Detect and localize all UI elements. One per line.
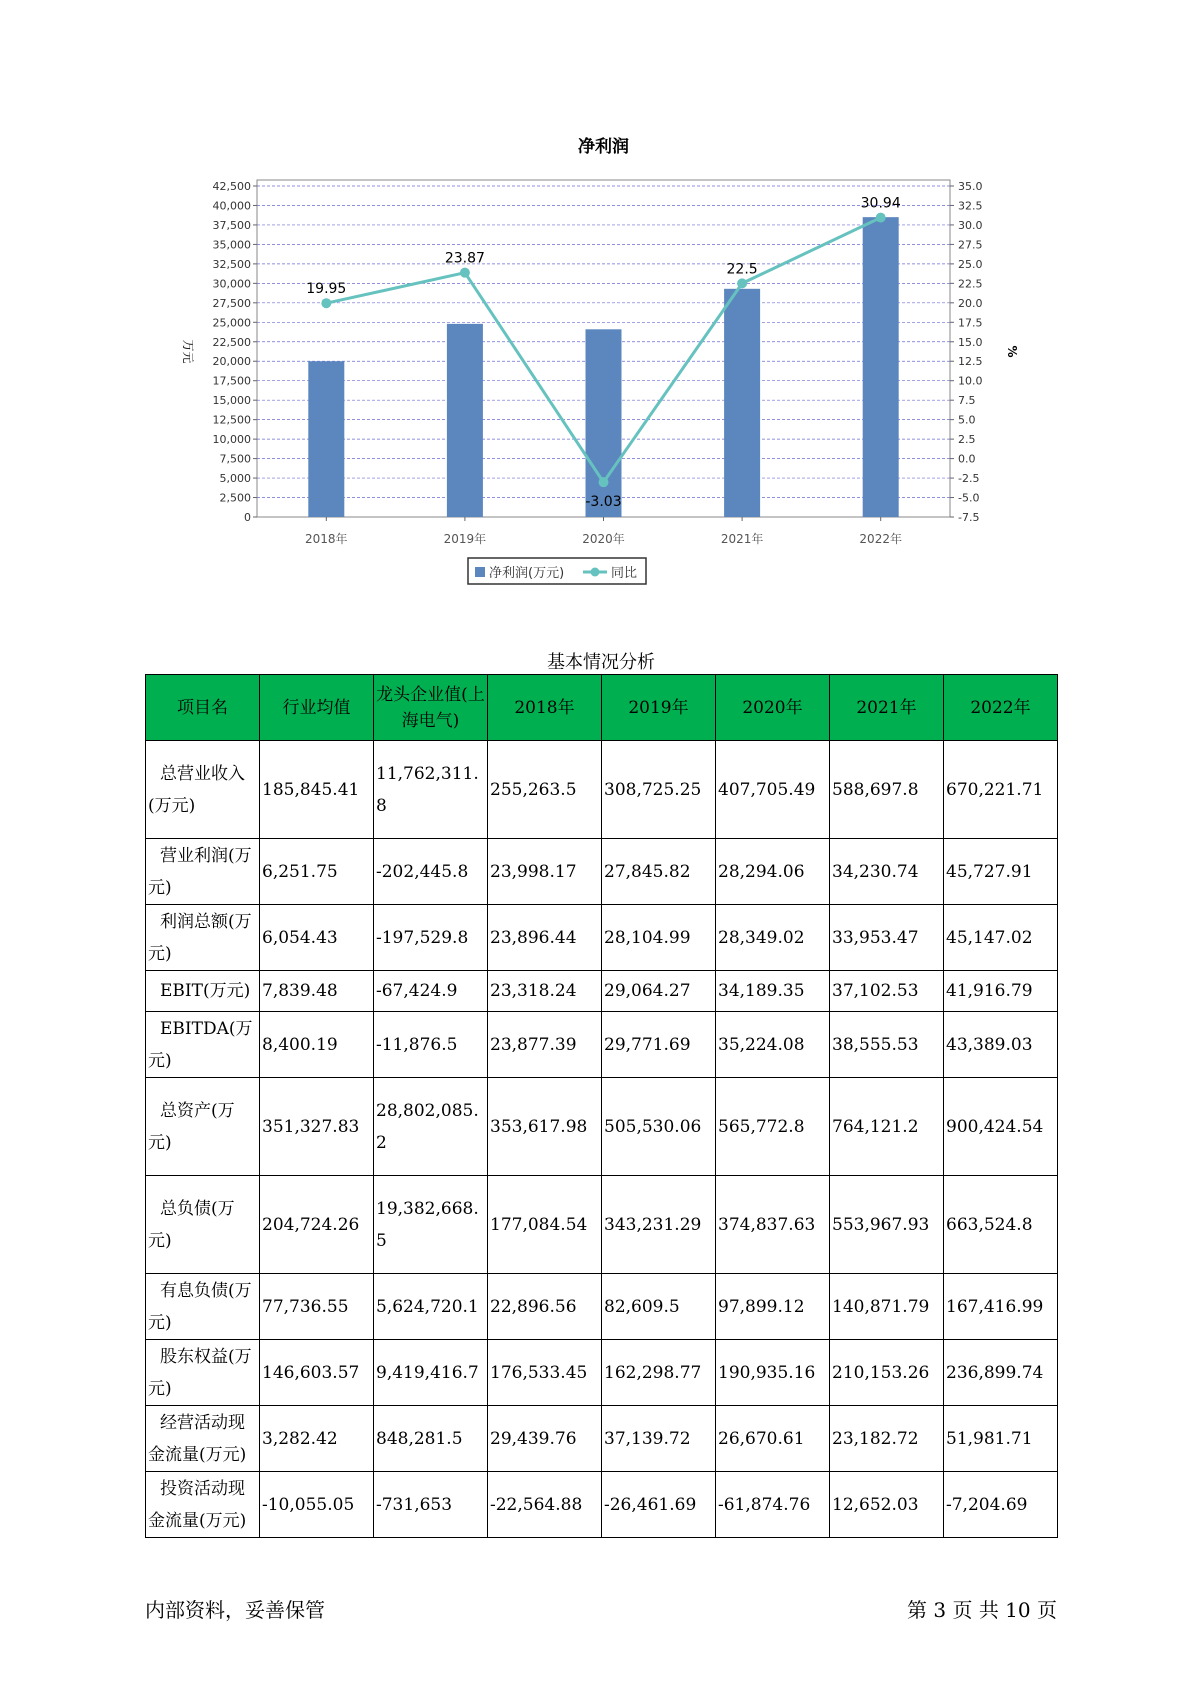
value-cell: 77,736.55 — [260, 1274, 374, 1340]
right-tick-label: 22.5 — [958, 277, 983, 291]
yoy-data-label: 23.87 — [444, 250, 485, 267]
value-cell: 343,231.29 — [602, 1176, 716, 1274]
value-cell: 204,724.26 — [260, 1176, 374, 1274]
value-cell: 23,896.44 — [488, 905, 602, 971]
left-tick-label: 10,000 — [212, 433, 251, 447]
value-cell: 45,727.91 — [944, 839, 1058, 905]
value-cell: 27,845.82 — [602, 839, 716, 905]
value-cell: -22,564.88 — [488, 1472, 602, 1538]
table-row — [146, 1176, 1058, 1274]
header-cell: 2018年 — [488, 675, 602, 741]
bar-2019年 — [447, 324, 483, 517]
value-cell: 663,524.8 — [944, 1176, 1058, 1274]
value-cell: 23,182.72 — [830, 1406, 944, 1472]
left-tick-label: 37,500 — [212, 218, 251, 232]
value-cell: 588,697.8 — [830, 741, 944, 839]
left-tick-label: 30,000 — [212, 277, 251, 291]
value-cell: 51,981.71 — [944, 1406, 1058, 1472]
left-tick-label: 27,500 — [212, 296, 251, 310]
right-tick-label: 32.5 — [958, 199, 983, 213]
value-cell: 900,424.54 — [944, 1078, 1058, 1176]
value-cell: 185,845.41 — [260, 741, 374, 839]
right-tick-label: 20.0 — [958, 296, 983, 310]
right-axis-label: % — [1005, 345, 1019, 358]
table-row — [146, 839, 1058, 905]
x-tick-label: 2022年 — [859, 532, 902, 546]
value-cell: -61,874.76 — [716, 1472, 830, 1538]
legend-bar-label: 净利润(万元) — [489, 566, 565, 581]
value-cell: 176,533.45 — [488, 1340, 602, 1406]
right-tick-label: 2.5 — [958, 433, 976, 447]
value-cell: 162,298.77 — [602, 1340, 716, 1406]
yoy-point — [876, 213, 886, 223]
value-cell: 38,555.53 — [830, 1012, 944, 1078]
value-cell: 8,400.19 — [260, 1012, 374, 1078]
value-cell: 97,899.12 — [716, 1274, 830, 1340]
row-label-cell: 总营业收入(万元) — [146, 741, 260, 839]
value-cell: -7,204.69 — [944, 1472, 1058, 1538]
left-tick-label: 22,500 — [212, 335, 251, 349]
value-cell: 35,224.08 — [716, 1012, 830, 1078]
right-tick-label: 0.0 — [958, 452, 976, 466]
value-cell: 9,419,416.7 — [374, 1340, 488, 1406]
x-tick-label: 2020年 — [582, 532, 625, 546]
value-cell: 28,294.06 — [716, 839, 830, 905]
bar-2018年 — [308, 361, 344, 517]
footer-confidential-note: 内部资料，妥善保管 — [145, 1598, 325, 1622]
value-cell: 6,054.43 — [260, 905, 374, 971]
row-label-cell: 营业利润(万元) — [146, 839, 260, 905]
left-tick-label: 2,500 — [219, 491, 251, 505]
header-cell: 2019年 — [602, 675, 716, 741]
right-tick-label: -5.0 — [958, 491, 980, 505]
value-cell: 29,064.27 — [602, 971, 716, 1012]
value-cell: 407,705.49 — [716, 741, 830, 839]
bar-2021年 — [724, 289, 760, 517]
yoy-point — [321, 298, 331, 308]
value-cell: 190,935.16 — [716, 1340, 830, 1406]
left-tick-label: 25,000 — [212, 316, 251, 330]
row-label-cell: 股东权益(万元) — [146, 1340, 260, 1406]
table-row — [146, 1340, 1058, 1406]
row-label-cell: 经营活动现金流量(万元) — [146, 1406, 260, 1472]
header-cell: 2020年 — [716, 675, 830, 741]
value-cell: 41,916.79 — [944, 971, 1058, 1012]
value-cell: 670,221.71 — [944, 741, 1058, 839]
header-cell: 项目名 — [146, 675, 260, 741]
right-tick-label: 7.5 — [958, 394, 976, 408]
value-cell: 255,263.5 — [488, 741, 602, 839]
value-cell: 22,896.56 — [488, 1274, 602, 1340]
table-row — [146, 1012, 1058, 1078]
table-row — [146, 1274, 1058, 1340]
left-tick-label: 5,000 — [219, 472, 251, 486]
yoy-data-label: -3.03 — [585, 494, 622, 511]
value-cell: 28,349.02 — [716, 905, 830, 971]
value-cell: 45,147.02 — [944, 905, 1058, 971]
value-cell: 167,416.99 — [944, 1274, 1058, 1340]
header-cell: 行业均值 — [260, 675, 374, 741]
left-tick-label: 15,000 — [212, 394, 251, 408]
value-cell: 7,839.48 — [260, 971, 374, 1012]
value-cell: -26,461.69 — [602, 1472, 716, 1538]
value-cell: 565,772.8 — [716, 1078, 830, 1176]
table-row — [146, 971, 1058, 1012]
yoy-data-label: 30.94 — [860, 195, 901, 212]
legend-line-label: 同比 — [611, 566, 638, 581]
table-row — [146, 1472, 1058, 1538]
right-tick-label: -2.5 — [958, 472, 980, 486]
value-cell: -197,529.8 — [374, 905, 488, 971]
value-cell: 23,877.39 — [488, 1012, 602, 1078]
value-cell: 19,382,668.5 — [374, 1176, 488, 1274]
value-cell: 3,282.42 — [260, 1406, 374, 1472]
header-cell: 2021年 — [830, 675, 944, 741]
right-tick-label: 17.5 — [958, 316, 983, 330]
value-cell: 146,603.57 — [260, 1340, 374, 1406]
yoy-point — [737, 278, 747, 288]
table-row — [146, 905, 1058, 971]
yoy-point — [460, 268, 470, 278]
value-cell: 210,153.26 — [830, 1340, 944, 1406]
right-tick-label: -7.5 — [958, 511, 980, 524]
left-tick-label: 12,500 — [212, 413, 251, 427]
row-label-cell: 投资活动现金流量(万元) — [146, 1472, 260, 1538]
value-cell: 26,670.61 — [716, 1406, 830, 1472]
table-row — [146, 1406, 1058, 1472]
value-cell: 140,871.79 — [830, 1274, 944, 1340]
basic-analysis-table — [145, 674, 1058, 1538]
right-tick-label: 15.0 — [958, 335, 983, 349]
value-cell: 5,624,720.1 — [374, 1274, 488, 1340]
yoy-data-label: 19.95 — [306, 281, 347, 298]
table-caption: 基本情况分析 — [547, 652, 655, 673]
value-cell: 33,953.47 — [830, 905, 944, 971]
value-cell: 23,318.24 — [488, 971, 602, 1012]
value-cell: 353,617.98 — [488, 1078, 602, 1176]
value-cell: -202,445.8 — [374, 839, 488, 905]
footer-page-number: 第 3 页 共 10 页 — [907, 1598, 1057, 1622]
left-tick-label: 42,500 — [212, 180, 251, 193]
value-cell: 553,967.93 — [830, 1176, 944, 1274]
row-label-cell: EBIT(万元) — [146, 971, 260, 1012]
value-cell: 177,084.54 — [488, 1176, 602, 1274]
table-row — [146, 741, 1058, 839]
x-tick-label: 2021年 — [720, 532, 764, 546]
x-tick-label: 2019年 — [443, 532, 487, 546]
value-cell: 28,104.99 — [602, 905, 716, 971]
value-cell: 37,139.72 — [602, 1406, 716, 1472]
value-cell: 848,281.5 — [374, 1406, 488, 1472]
left-tick-label: 32,500 — [212, 257, 251, 271]
row-label-cell: 有息负债(万元) — [146, 1274, 260, 1340]
left-tick-label: 20,000 — [212, 355, 251, 369]
left-tick-label: 17,500 — [212, 374, 251, 388]
value-cell: 12,652.03 — [830, 1472, 944, 1538]
x-tick-label: 2018年 — [305, 532, 348, 546]
value-cell: 6,251.75 — [260, 839, 374, 905]
row-label-cell: 总资产(万元) — [146, 1078, 260, 1176]
value-cell: -10,055.05 — [260, 1472, 374, 1538]
row-label-cell: 利润总额(万元) — [146, 905, 260, 971]
right-tick-label: 27.5 — [958, 238, 983, 252]
value-cell: 11,762,311.8 — [374, 741, 488, 839]
left-tick-label: 40,000 — [212, 199, 251, 213]
header-cell: 龙头企业值(上海电气) — [374, 675, 488, 741]
value-cell: 236,899.74 — [944, 1340, 1058, 1406]
legend-line-marker — [591, 568, 600, 577]
header-cell: 2022年 — [944, 675, 1058, 741]
value-cell: 34,230.74 — [830, 839, 944, 905]
right-tick-label: 5.0 — [958, 413, 976, 427]
yoy-point — [599, 477, 609, 487]
yoy-data-label: 22.5 — [726, 261, 758, 278]
value-cell: 43,389.03 — [944, 1012, 1058, 1078]
value-cell: 351,327.83 — [260, 1078, 374, 1176]
bar-2022年 — [863, 217, 899, 517]
value-cell: 505,530.06 — [602, 1078, 716, 1176]
value-cell: 374,837.63 — [716, 1176, 830, 1274]
right-tick-label: 30.0 — [958, 218, 983, 232]
value-cell: -67,424.9 — [374, 971, 488, 1012]
left-tick-label: 0 — [244, 511, 251, 524]
left-tick-label: 35,000 — [212, 238, 251, 252]
table-row — [146, 1078, 1058, 1176]
left-axis-label: 万元 — [181, 339, 195, 364]
right-tick-label: 12.5 — [958, 355, 983, 369]
value-cell: 23,998.17 — [488, 839, 602, 905]
chart-title: 净利润 — [578, 137, 629, 157]
bar-2020年 — [586, 329, 622, 517]
row-label-cell: 总负债(万元) — [146, 1176, 260, 1274]
value-cell: 29,439.76 — [488, 1406, 602, 1472]
value-cell: 28,802,085.2 — [374, 1078, 488, 1176]
value-cell: 764,121.2 — [830, 1078, 944, 1176]
right-tick-label: 35.0 — [958, 180, 983, 193]
row-label-cell: EBITDA(万元) — [146, 1012, 260, 1078]
value-cell: 29,771.69 — [602, 1012, 716, 1078]
value-cell: 34,189.35 — [716, 971, 830, 1012]
right-tick-label: 10.0 — [958, 374, 983, 388]
value-cell: -731,653 — [374, 1472, 488, 1538]
value-cell: 82,609.5 — [602, 1274, 716, 1340]
value-cell: -11,876.5 — [374, 1012, 488, 1078]
legend-bar-swatch — [475, 567, 485, 577]
right-tick-label: 25.0 — [958, 257, 983, 271]
table-header-row — [146, 675, 1058, 741]
value-cell: 308,725.25 — [602, 741, 716, 839]
left-tick-label: 7,500 — [219, 452, 251, 466]
value-cell: 37,102.53 — [830, 971, 944, 1012]
net-profit-chart — [170, 132, 1030, 602]
